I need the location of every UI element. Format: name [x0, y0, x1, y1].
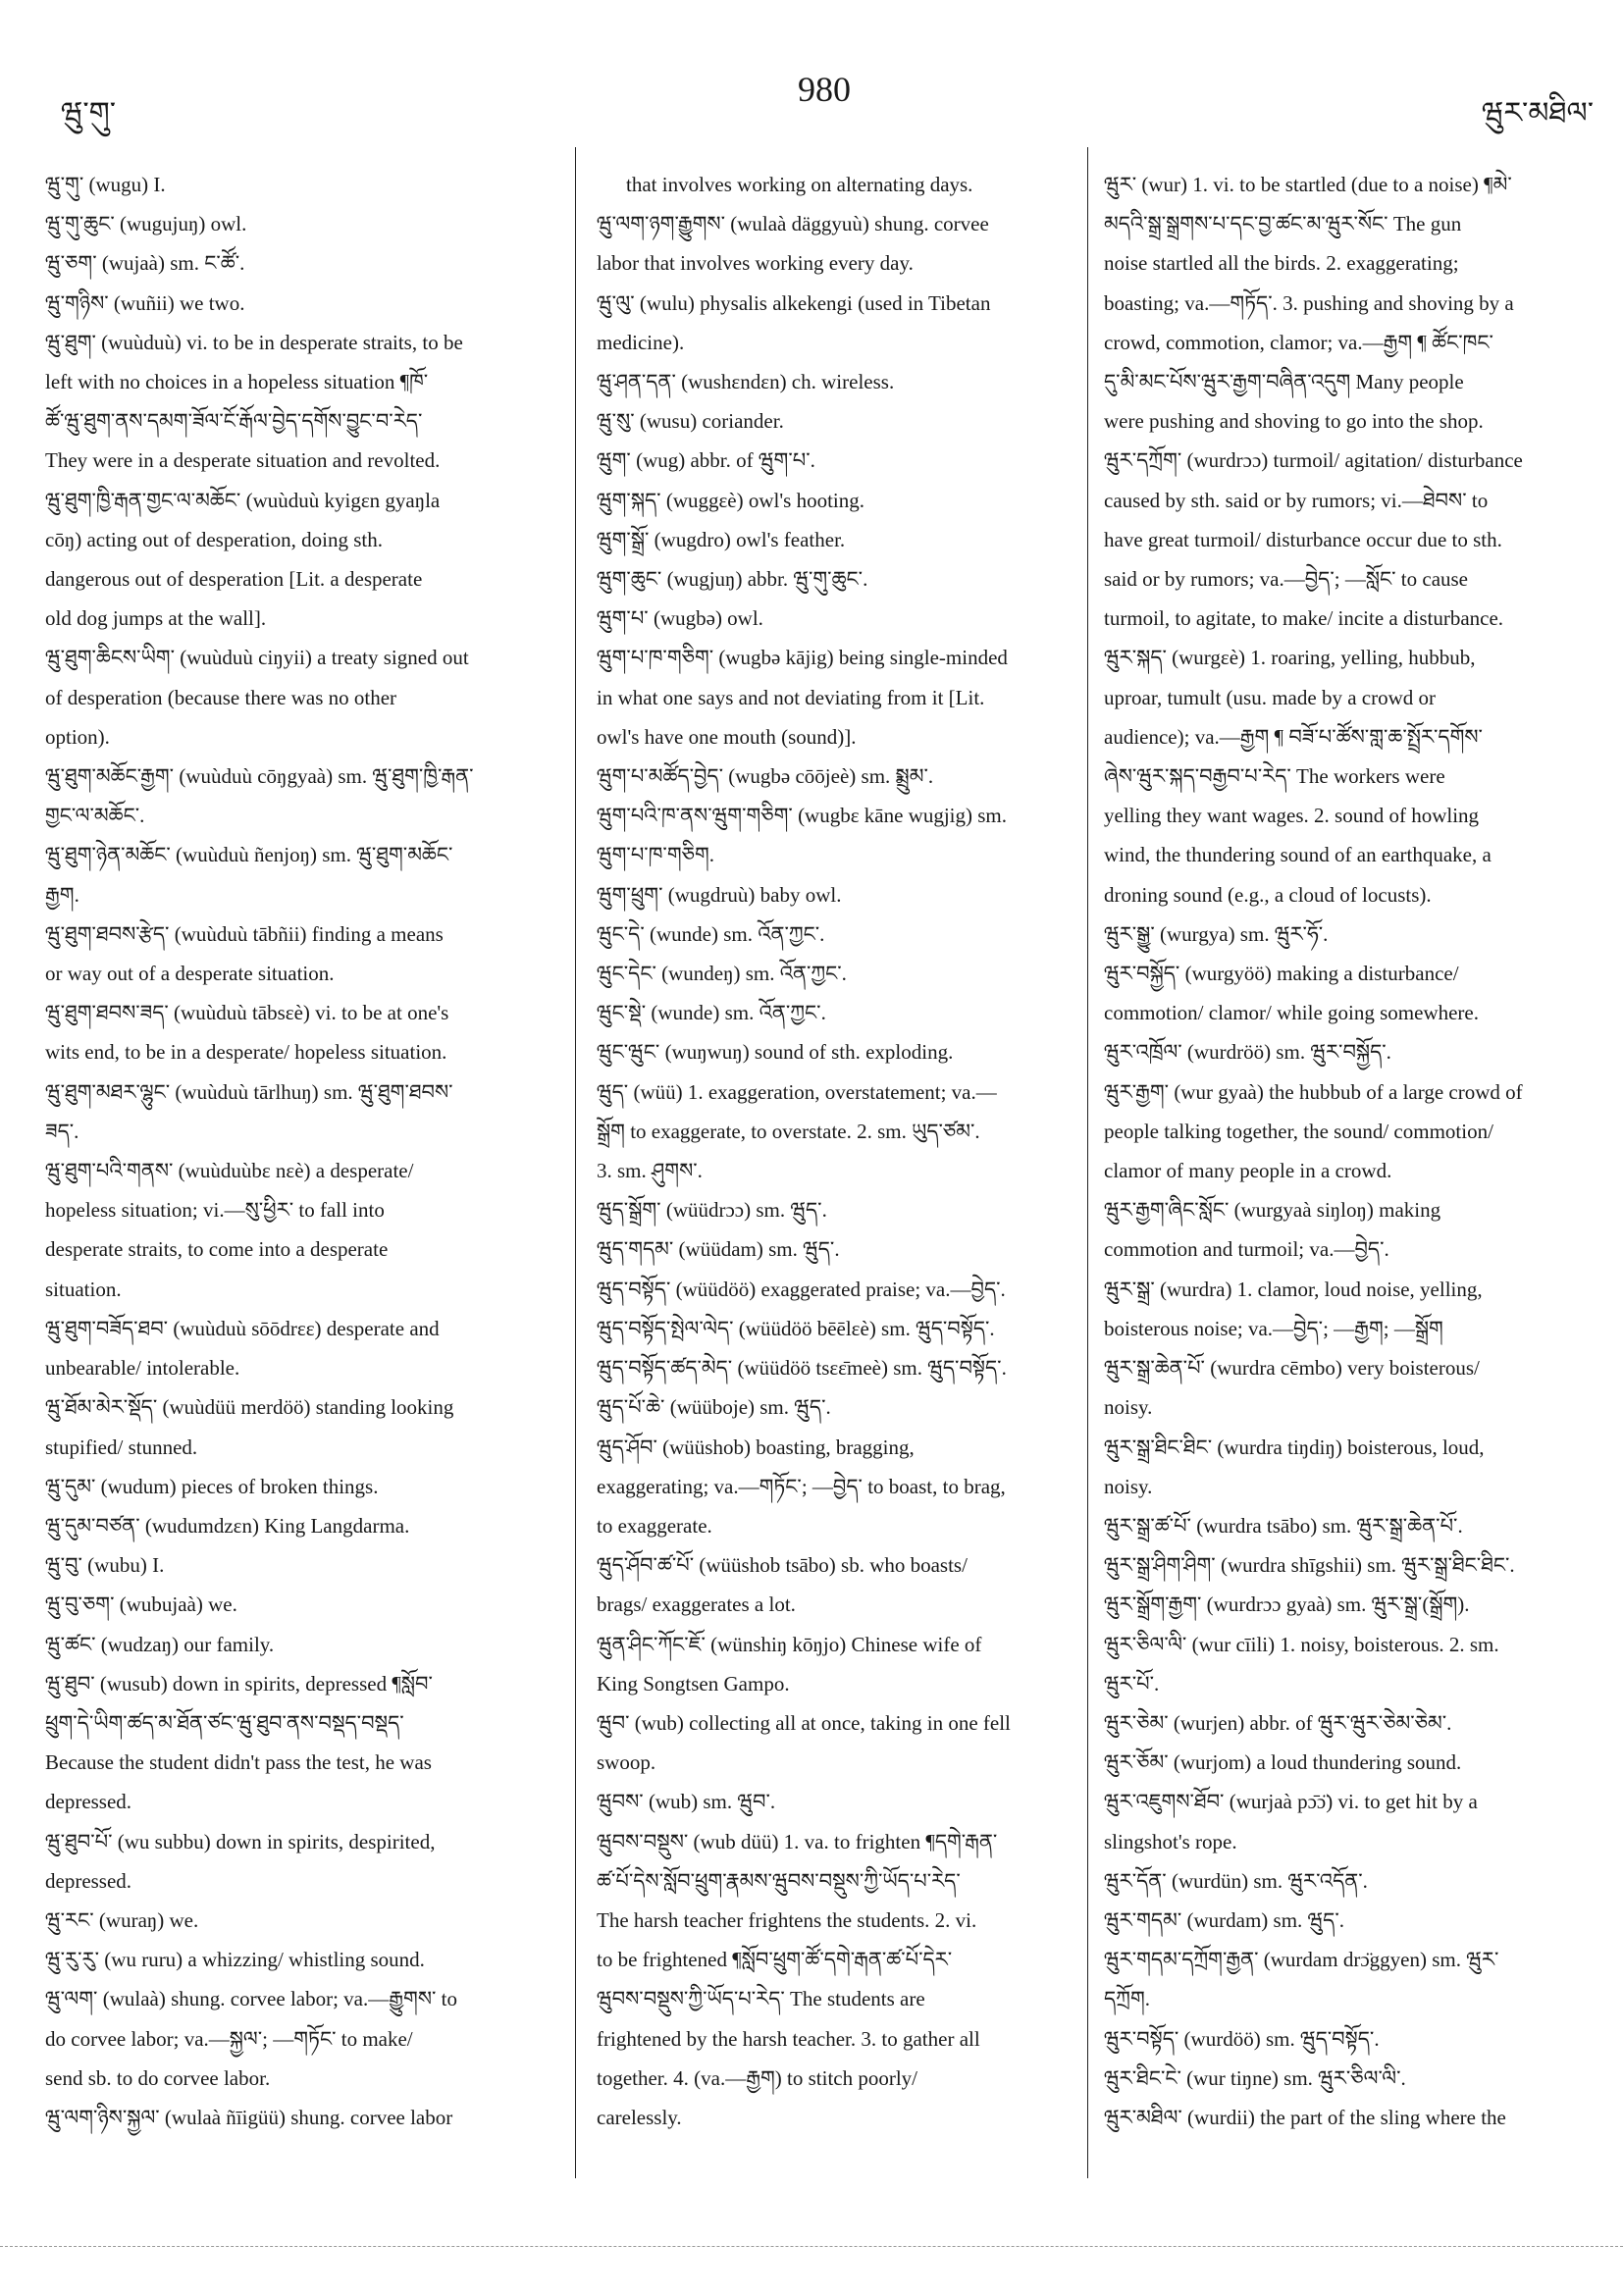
entry-line: ཝུབས་བསྡུས་ཀྱི་ཡོད་པ་རེད་ The students are	[597, 1987, 925, 2011]
entry-line: noisy.	[1104, 1395, 1153, 1420]
entry-line: to be frightened ¶སློབ་ཕྲུག་ཚོ་དགེ་རྒན་ཚ་པོ་དེར་	[597, 1948, 953, 1972]
dictionary-entry	[45, 243, 560, 283]
entry-line: ཝུར་སྒྲ་ཤིག་ཤིག་ (wurdra shīgshii) sm. ཝུར་སྒྲ་ཐིང་ཐིང་.	[1104, 1553, 1515, 1578]
entry-line: cōŋ) acting out of desperation, doing sth.	[45, 527, 383, 551]
entry-line: unbearable/ intolerable.	[45, 1356, 240, 1381]
dictionary-entry	[45, 638, 560, 757]
entry-line: carelessly.	[597, 2105, 682, 2129]
dictionary-entry	[597, 520, 1087, 559]
dictionary-entry	[597, 284, 1087, 362]
entry-line: དུ་མི་མང་པོས་ཝུར་རྒྱག་བཞིན་འདུག Many people	[1104, 370, 1464, 394]
dictionary-entry	[45, 757, 560, 835]
entry-line: ཝུར་འཇུགས་ཐོབ་ (wurjaà pɔ̄ɔ̈) vi. to get hit by a	[1104, 1790, 1478, 1814]
entry-line: ཝུག་པའི་ཁ་ནས་ཝུག་གཅིག་ (wugbɛ kāne wugjig) sm.	[597, 804, 1008, 828]
entry-line: ཝུ་དུམ་ (wudum) pieces of broken things.	[45, 1474, 379, 1498]
entry-line: old dog jumps at the wall].	[45, 606, 267, 631]
dictionary-entry	[1104, 1703, 1595, 1743]
entry-line: slingshot's rope.	[1104, 1829, 1237, 1853]
entry-line: ཝུབས་བསྡུས་ (wub düü) 1. va. to frighten ¶དགེ་རྒན་	[597, 1829, 998, 1853]
entry-line: ཝུར་སྐད་ (wurgɛè) 1. roaring, yelling, hubbub,	[1104, 646, 1476, 670]
dictionary-entry	[1104, 1743, 1595, 1782]
entry-line: depressed.	[45, 1790, 132, 1814]
entry-line: སྒྲོག to exaggerate, to overstate. 2. sm. ཡུད་ཙམ་.	[597, 1119, 980, 1143]
dictionary-entry	[597, 1190, 1087, 1229]
dictionary-entry	[597, 796, 1087, 874]
dictionary-entry	[45, 481, 560, 639]
dictionary-entry	[45, 1625, 560, 1664]
entry-line: ཝུ་ལུ་ (wulu) physalis alkekengi (used in Tibetan	[597, 290, 991, 315]
dictionary-entry	[1104, 1940, 1595, 2018]
entry-line: They were in a desperate situation and revolted.	[45, 448, 441, 473]
dictionary-entry	[1104, 1782, 1595, 1860]
entry-line: ཝུ་ཐུག་མཐར་ལྷུང་ (wuùduù tārlhuŋ) sm. ཝུ་ཐུག་ཐབས་	[45, 1079, 453, 1104]
entry-line: ཝུ་གཉིས་ (wuñii) we two.	[45, 290, 245, 315]
dictionary-entry	[597, 1703, 1087, 1782]
entry-line: ཝུ་རང་ (wuraŋ) we.	[45, 1907, 199, 1932]
dictionary-entry	[597, 1545, 1087, 1624]
dictionary-entry	[1104, 1506, 1595, 1545]
dictionary-entry	[597, 1229, 1087, 1269]
dictionary-entry	[1104, 1901, 1595, 1940]
dictionary-entry	[597, 914, 1087, 954]
page-number: 980	[798, 70, 851, 109]
entry-line: ཝུད་བསྟོད་ཚད་མེད་ (wüüdöö tsɛɛ̄meè) sm. ཝུད་བསྟོད་.	[597, 1356, 1007, 1381]
entry-line: swoop.	[597, 1750, 656, 1775]
entry-line: ཝུ་བུ་ (wubu) I.	[45, 1553, 165, 1578]
entry-line: ཝུ་ཐུག་ཉེན་མཆོང་ (wuùduù ñenjoŋ) sm. ཝུ་ཐུག་མཆོང་	[45, 843, 453, 867]
dictionary-entry	[597, 204, 1087, 283]
entry-line: ཝུད་ཤོབ་ཚ་པོ་ (wüüshob tsābo) sb. who boasts/	[597, 1553, 968, 1578]
entry-line: ཝུར་ཅོམ་ (wurjom) a loud thundering sound.	[1104, 1750, 1462, 1775]
entry-line: ཝུག་པ་ (wugbə) owl.	[597, 606, 763, 631]
entry-line: crowd, commotion, clamor; va.—རྒྱག ¶ ཚོང་ཁང་	[1104, 330, 1493, 354]
entry-line: ཝུབས་ (wub) sm. ཝུབ་.	[597, 1790, 776, 1814]
entry-line: The harsh teacher frightens the students. 2. vi.	[597, 1907, 977, 1932]
entry-line: ཝུ་ཅག་ (wujaà) sm. ང་ཚོ་.	[45, 251, 245, 276]
dictionary-entry	[1104, 1190, 1595, 1269]
column-left	[45, 165, 560, 2137]
entry-line: 3. sm. ཤུགས་.	[597, 1159, 703, 1183]
entry-line: ཝུ་ཤན་དན་ (wushɛndɛn) ch. wireless.	[597, 370, 895, 394]
header-first-headword: ཝུ་གུ་	[61, 96, 117, 130]
entry-line: boasting; va.—གཏོད་. 3. pushing and shoving by a	[1104, 290, 1514, 315]
entry-line: ཝུར་རྒྱག་ (wur gyaà) the hubbub of a large crowd of	[1104, 1079, 1523, 1104]
entry-line: གྱང་ལ་མཆོང་.	[45, 804, 145, 828]
entry-line: ཝུར་སྒྲ་ (wurdra) 1. clamor, loud noise, yelling,	[1104, 1277, 1483, 1301]
dictionary-entry	[1104, 954, 1595, 1032]
entry-line: ཝུབ་ (wub) collecting all at once, taking in one fell	[597, 1710, 1011, 1735]
entry-line: ཝུ་ཐུབ་པོ་ (wu subbu) down in spirits, despirited,	[45, 1829, 436, 1853]
dictionary-entry	[597, 1822, 1087, 2138]
entry-line: ཝུ་དུམ་བཙན་ (wudumdzɛn) King Langdarma.	[45, 1513, 410, 1538]
dictionary-entry	[45, 204, 560, 243]
entry-line: ཝུར་སྒྲ་ཚ་པོ་ (wurdra tsābo) sm. ཝུར་སྒྲ་ཆེན་པོ་.	[1104, 1513, 1463, 1538]
dictionary-entry	[45, 1585, 560, 1624]
dictionary-entry	[597, 1032, 1087, 1071]
entry-line: ཝུག་ཕྲུག་ (wugdruù) baby owl.	[597, 882, 842, 907]
dictionary-entry	[597, 401, 1087, 441]
entry-line: noisy.	[1104, 1474, 1153, 1498]
entry-line: to exaggerate.	[597, 1513, 712, 1538]
dictionary-entry	[45, 1664, 560, 1822]
entry-line: ཝུད་པོ་ཆེ་ (wüüboje) sm. ཝུད་.	[597, 1395, 831, 1420]
entry-line: brags/ exaggerates a lot.	[597, 1592, 796, 1617]
entry-line: turmoil, to agitate, to make/ incite a disturbance.	[1104, 606, 1504, 631]
entry-line: desperate straits, to come into a desperate	[45, 1237, 389, 1262]
dictionary-entry	[597, 757, 1087, 796]
dictionary-entry	[1104, 1625, 1595, 1703]
entry-line: medicine).	[597, 330, 685, 354]
entry-line: ཝུ་གུ་ཆུང་ (wugujuŋ) owl.	[45, 212, 247, 236]
dictionary-entry	[45, 1072, 560, 1151]
entry-line: ཝུད་ (wüü) 1. exaggeration, overstatement; va.—	[597, 1079, 997, 1104]
dictionary-entry	[45, 1940, 560, 1979]
entry-line: were pushing and shoving to go into the shop.	[1104, 409, 1484, 434]
dictionary-entry	[597, 1309, 1087, 1348]
entry-line: ཝུད་གདམ་ (wüüdam) sm. ཝུད་.	[597, 1237, 840, 1262]
entry-line: ཝུ་ཐུག་བཟོད་ཐབ་ (wuùduù sōōdrɛɛ) desperate and	[45, 1316, 440, 1340]
entry-line: ཝུ་རུ་རུ་ (wu ruru) a whizzing/ whistling sound.	[45, 1948, 425, 1972]
dictionary-entry	[597, 165, 1087, 204]
entry-line: ཝུར་སྒྱུ་ (wurgya) sm. ཝུར་ཧོ་.	[1104, 921, 1329, 946]
dictionary-entry	[45, 1387, 560, 1466]
entry-line: ཝུར་བསྐྱོད་ (wurgyöö) making a disturbance/	[1104, 962, 1459, 986]
column-divider-left	[575, 147, 576, 2178]
dictionary-entry	[45, 1979, 560, 2098]
dictionary-entry	[45, 1506, 560, 1545]
entry-line: ཝུ་གུ་ (wugu) I.	[45, 173, 166, 196]
dictionary-entry	[1104, 1032, 1595, 1071]
dictionary-entry	[45, 323, 560, 481]
dictionary-entry	[1104, 165, 1595, 441]
entry-line: send sb. to do corvee labor.	[45, 2065, 271, 2090]
dictionary-entry	[1104, 441, 1595, 638]
entry-line: wind, the thundering sound of an earthquake, a	[1104, 843, 1492, 867]
dictionary-entry	[45, 993, 560, 1071]
entry-line: uproar, tumult (usu. made by a crowd or	[1104, 685, 1436, 709]
entry-line: option).	[45, 724, 110, 749]
entry-line: ཝུར་དཀྲོག་ (wurdrɔɔ) turmoil/ agitation/ disturbance	[1104, 448, 1523, 473]
entry-line: ཝུ་ཐུག་པའི་གནས་ (wuùduùbɛ nɛè) a desperate/	[45, 1159, 414, 1183]
column-divider-right	[1087, 147, 1088, 2178]
entry-line: ཝུ་ཐོམ་མེར་སྡོད་ (wuùdüü merdöö) standing looking	[45, 1395, 454, 1420]
entry-line: said or by rumors; va.—བྱེད་; —སློང་ to cause	[1104, 567, 1469, 592]
entry-line: ཝུར་བསྟོད་ (wurdöö) sm. ཝུད་བསྟོད་.	[1104, 2026, 1380, 2051]
entry-line: ཝུང་ཝུང་ (wuŋwuŋ) sound of sth. exploding.	[597, 1040, 954, 1065]
entry-line: ཝུ་བུ་ཅག་ (wubujaà) we.	[45, 1592, 237, 1617]
entry-line: or way out of a desperate situation.	[45, 962, 335, 986]
entry-line: commotion/ clamor/ while going somewhere.	[1104, 1001, 1479, 1025]
entry-line: ཝུག་ཆུང་ (wugjuŋ) abbr. ཝུ་གུ་ཆུང་.	[597, 567, 868, 592]
entry-line: ཝུར་རྒྱག་ཞིང་སློང་ (wurgyaà siŋloŋ) making	[1104, 1198, 1441, 1223]
dictionary-entry	[45, 1151, 560, 1309]
dictionary-entry	[597, 559, 1087, 599]
dictionary-entry	[1104, 1585, 1595, 1624]
entry-line: ཝུར་མཐིལ་ (wurdii) the part of the sling where the	[1104, 2105, 1506, 2129]
dictionary-entry	[597, 481, 1087, 520]
dictionary-entry	[597, 993, 1087, 1032]
entry-line: left with no choices in a hopeless situation ¶ཁོ་	[45, 370, 429, 394]
entry-line: ཝུ་སུ་ (wusu) coriander.	[597, 409, 784, 434]
entry-line: ཟད་.	[45, 1119, 79, 1143]
dictionary-entry	[1104, 1428, 1595, 1506]
entry-line: King Songtsen Gampo.	[597, 1671, 790, 1696]
entry-line: ཝུ་ཐུག་ཐབས་ཟད་ (wuùduù tābsɛè) vi. to be at one's	[45, 1001, 449, 1025]
entry-line: commotion and turmoil; va.—བྱེད་.	[1104, 1237, 1389, 1262]
entry-line: ཝུག་པ་ཁ་གཅིག་ (wugbə kājig) being single-minded	[597, 646, 1008, 670]
entry-line: audience); va.—རྒྱག ¶ བཟོ་པ་ཚོས་གླ་ཆ་སྤྲོར་དགོས་	[1104, 724, 1483, 749]
dictionary-entry	[1104, 1861, 1595, 1901]
entry-line: ཝུ་ལག་ཉག་རྒྱུགས་ (wulaà däggyuù) shung. corvee	[597, 212, 989, 236]
entry-line: dangerous out of desperation [Lit. a desperate	[45, 567, 423, 592]
entry-line: that involves working on alternating days.	[626, 173, 973, 196]
entry-line: ཝུག་ (wug) abbr. of ཝུག་པ་.	[597, 448, 815, 473]
entry-line: ཝུང་དེ་ (wunde) sm. འོན་ཀྱང་.	[597, 921, 825, 946]
entry-line: ཝུག་སྒྲོ་ (wugdro) owl's feather.	[597, 527, 846, 551]
entry-line: ཝུར་འཁྲོལ་ (wurdröö) sm. ཝུར་བསྐྱོད་.	[1104, 1040, 1391, 1065]
dictionary-entry	[597, 1625, 1087, 1703]
entry-line: ཝུག་སྐད་ (wuggɛè) owl's hooting.	[597, 488, 864, 512]
entry-line: ཝུད་སྒྲོག་ (wüüdrɔɔ) sm. ཝུད་.	[597, 1198, 827, 1223]
dictionary-entry	[597, 875, 1087, 914]
entry-line: ཝུར་པོ་.	[1104, 1671, 1160, 1696]
dictionary-entry	[597, 1348, 1087, 1387]
entry-line: clamor of many people in a crowd.	[1104, 1159, 1392, 1183]
entry-line: ཝུད་བསྟོད་སྤེལ་ལེད་ (wüüdöö bēēlɛè) sm. ཝུད་བསྟོད་.	[597, 1316, 995, 1340]
entry-line: ཕྲུག་དེ་ཡིག་ཚད་མ་ཐོན་ཙང་ཝུ་ཐུབ་ནས་བསྡད་བསྡད་	[45, 1710, 404, 1735]
entry-line: frightened by the harsh teacher. 3. to gather all	[597, 2026, 980, 2051]
entry-line: exaggerating; va.—གཏོང་; —བྱེད་ to boast, to brag,	[597, 1474, 1006, 1498]
entry-line: in what one says and not deviating from it [Lit.	[597, 685, 985, 709]
entry-line: ཝུད་ཤོབ་ (wüüshob) boasting, bragging,	[597, 1435, 915, 1459]
entry-line: depressed.	[45, 1868, 132, 1893]
entry-line: ཝུ་ཐུག་ཐབས་རྩེད་ (wuùduù tābñii) finding a means	[45, 921, 444, 946]
entry-line: owl's have one mouth (sound)].	[597, 724, 857, 749]
entry-line: ཝུག་པ་མཚོད་བྱེད་ (wugbə cōōjeè) sm. སྨྲུམ་.	[597, 764, 934, 789]
entry-line: ཝུར་སྒྲོག་རྒྱག་ (wurdrɔɔ gyaà) sm. ཝུར་སྒྲ་(སྒྲོག).	[1104, 1592, 1470, 1617]
dictionary-entry	[45, 165, 560, 204]
dictionary-entry	[597, 1428, 1087, 1546]
header-last-headword: ཝུར་མཐིལ་	[1482, 96, 1594, 130]
entry-line: ཝུང་སྡེ་ (wunde) sm. འོན་ཀྱང་.	[597, 1001, 826, 1025]
column-middle	[597, 165, 1087, 2137]
dictionary-entry	[1104, 1072, 1595, 1191]
dictionary-entry	[45, 1467, 560, 1506]
dictionary-entry	[45, 835, 560, 913]
dictionary-entry	[45, 2098, 560, 2137]
entry-line: ཚ་པོ་དེས་སློབ་ཕྲུག་རྣམས་ཝུབས་བསྡུས་ཀྱི་ཡོད་པ་རེད་	[597, 1868, 961, 1893]
dictionary-entry	[1104, 914, 1595, 954]
entry-line: ཝུ་ལག་ (wulaà) shung. corvee labor; va.—རྒྱུགས་ to	[45, 1987, 457, 2011]
dictionary-entry	[45, 914, 560, 993]
entry-line: have great turmoil/ disturbance occur due to sth.	[1104, 527, 1502, 551]
entry-line: ཚོ་ཝུ་ཐུག་ནས་དམག་ཟོལ་ངོ་རྒོལ་བྱེད་དགོས་བྱུང་བ་རེད་	[45, 409, 423, 434]
dictionary-entry	[597, 1270, 1087, 1309]
entry-line: ཝུན་ཤིང་ཀོང་ཇོ་ (wünshiŋ kōŋjo) Chinese wife of	[597, 1632, 982, 1656]
entry-line: ཝུར་སྒྲ་ཆེན་པོ་ (wurdra cēmbo) very boisterous/	[1104, 1356, 1480, 1381]
entry-line: situation.	[45, 1277, 122, 1301]
column-right	[1104, 165, 1595, 2137]
entry-line: together. 4. (va.—རྒྱག) to stitch poorly/	[597, 2065, 918, 2090]
dictionary-entry	[1104, 1270, 1595, 1348]
dictionary-entry	[597, 599, 1087, 638]
entry-line: people talking together, the sound/ commotion/	[1104, 1119, 1493, 1143]
dictionary-entry	[1104, 638, 1595, 913]
dictionary-entry	[45, 1545, 560, 1585]
entry-line: caused by sth. said or by rumors; vi.—ཐེབས་ to	[1104, 488, 1489, 512]
dictionary-entry	[1104, 2098, 1595, 2137]
entry-line: ཝུ་ཚང་ (wudzaŋ) our family.	[45, 1632, 275, 1656]
entry-line: ཝུར་གདམ་དཀྲོག་རྒྱན་ (wurdam drɔ̈ggyen) sm. ཝུར་	[1104, 1948, 1499, 1972]
entry-line: ཝུ་ཐུག་ (wuùduù) vi. to be in desperate straits, to be	[45, 330, 463, 354]
entry-line: ཝུར་གདམ་ (wurdam) sm. ཝུད་.	[1104, 1907, 1345, 1932]
dictionary-entry	[1104, 2019, 1595, 2059]
entry-line: droning sound (e.g., a cloud of locusts).	[1104, 882, 1432, 907]
dictionary-entry	[45, 1901, 560, 1940]
dictionary-entry	[1104, 1545, 1595, 1585]
entry-line: དཀྲོག.	[1104, 1987, 1150, 2011]
entry-line: ཝུ་ཐུབ་ (wusub) down in spirits, depressed ¶སློབ་	[45, 1671, 433, 1696]
entry-line: ཝུ་ལག་ཉིས་སྐྱལ་ (wulaà ñīigüü) shung. corvee labor	[45, 2105, 453, 2129]
entry-line: labor that involves working every day.	[597, 251, 914, 276]
entry-line: ཝུ་ཐུག་མཆོང་རྒྱག་ (wuùduù cōŋgyaà) sm. ཝུ་ཐུག་ཁྱི་རྒན་	[45, 764, 474, 789]
dictionary-entry	[597, 1782, 1087, 1821]
dictionary-entry	[597, 954, 1087, 993]
entry-line: yelling they want wages. 2. sound of howling	[1104, 804, 1480, 828]
entry-line: noise startled all the birds. 2. exaggerating;	[1104, 251, 1459, 276]
entry-line: མདའི་སྒྲ་སྒྲགས་པ་དང་བྱ་ཚང་མ་ཝུར་སོང་ The gun	[1104, 212, 1462, 236]
dictionary-entry	[597, 1072, 1087, 1191]
entry-line: ཝུར་སྒྲ་ཐིང་ཐིང་ (wurdra tiŋdiŋ) boisterous, loud,	[1104, 1435, 1485, 1459]
page-header	[0, 69, 1623, 137]
entry-line: ཝུང་དེང་ (wundeŋ) sm. འོན་ཀྱང་.	[597, 962, 847, 986]
dictionary-entry	[45, 284, 560, 323]
entry-line: stupified/ stunned.	[45, 1435, 198, 1459]
entry-line: wits end, to be in a desperate/ hopeless situation.	[45, 1040, 447, 1065]
dictionary-entry	[45, 1309, 560, 1387]
footer-scan-edge	[0, 2246, 1623, 2247]
entry-line: ཝུག་པ་ཁ་གཅིག.	[597, 843, 714, 867]
dictionary-entry	[597, 441, 1087, 480]
dictionary-entry	[1104, 1348, 1595, 1427]
dictionary-entry	[597, 362, 1087, 401]
entry-line: hopeless situation; vi.—སུ་ཕྱིར་ to fall into	[45, 1198, 385, 1223]
entry-line: do corvee labor; va.—སྐྱལ་; —གཏོང་ to make/	[45, 2026, 413, 2051]
entry-line: ཝུར་ (wur) 1. vi. to be startled (due to a noise) ¶མེ་	[1104, 173, 1512, 196]
entry-line: རྒྱག.	[45, 882, 79, 907]
entry-line: ཞེས་ཝུར་སྐད་བརྒྱབ་པ་རེད་ The workers were	[1104, 764, 1445, 789]
dictionary-entry	[45, 1822, 560, 1901]
entry-line: ཝུར་ཅེམ་ (wurjen) abbr. of ཝུར་ཝུར་ཅེམ་ཅེམ་.	[1104, 1710, 1452, 1735]
entry-line: ཝུད་བསྟོད་ (wüüdöö) exaggerated praise; va.—བྱེད་.	[597, 1277, 1006, 1301]
dictionary-entry	[597, 1387, 1087, 1427]
entry-line: boisterous noise; va.—བྱེད་; —རྒྱག; —སྒྲོག	[1104, 1316, 1443, 1340]
dictionary-entry	[597, 638, 1087, 757]
entry-line: ཝུ་ཐུག་ཆིངས་ཡིག་ (wuùduù ciŋyii) a treaty signed out	[45, 646, 469, 670]
entry-line: ཝུ་ཐུག་ཁྱི་རྒན་གྱང་ལ་མཆོང་ (wuùduù kyigɛn gyaŋla	[45, 488, 441, 512]
entry-line: ཝུར་དོན་ (wurdün) sm. ཝུར་འདོན་.	[1104, 1868, 1368, 1893]
entry-line: ཝུར་ཅིལ་ལི་ (wur cīili) 1. noisy, boisterous. 2. sm.	[1104, 1632, 1499, 1656]
entry-line: Because the student didn't pass the test, he was	[45, 1750, 432, 1775]
entry-line: ཝུར་ཐིང་ངེ་ (wur tiŋne) sm. ཝུར་ཅིལ་ལི་.	[1104, 2065, 1406, 2090]
entry-line: of desperation (because there was no other	[45, 685, 397, 709]
dictionary-entry	[1104, 2059, 1595, 2098]
